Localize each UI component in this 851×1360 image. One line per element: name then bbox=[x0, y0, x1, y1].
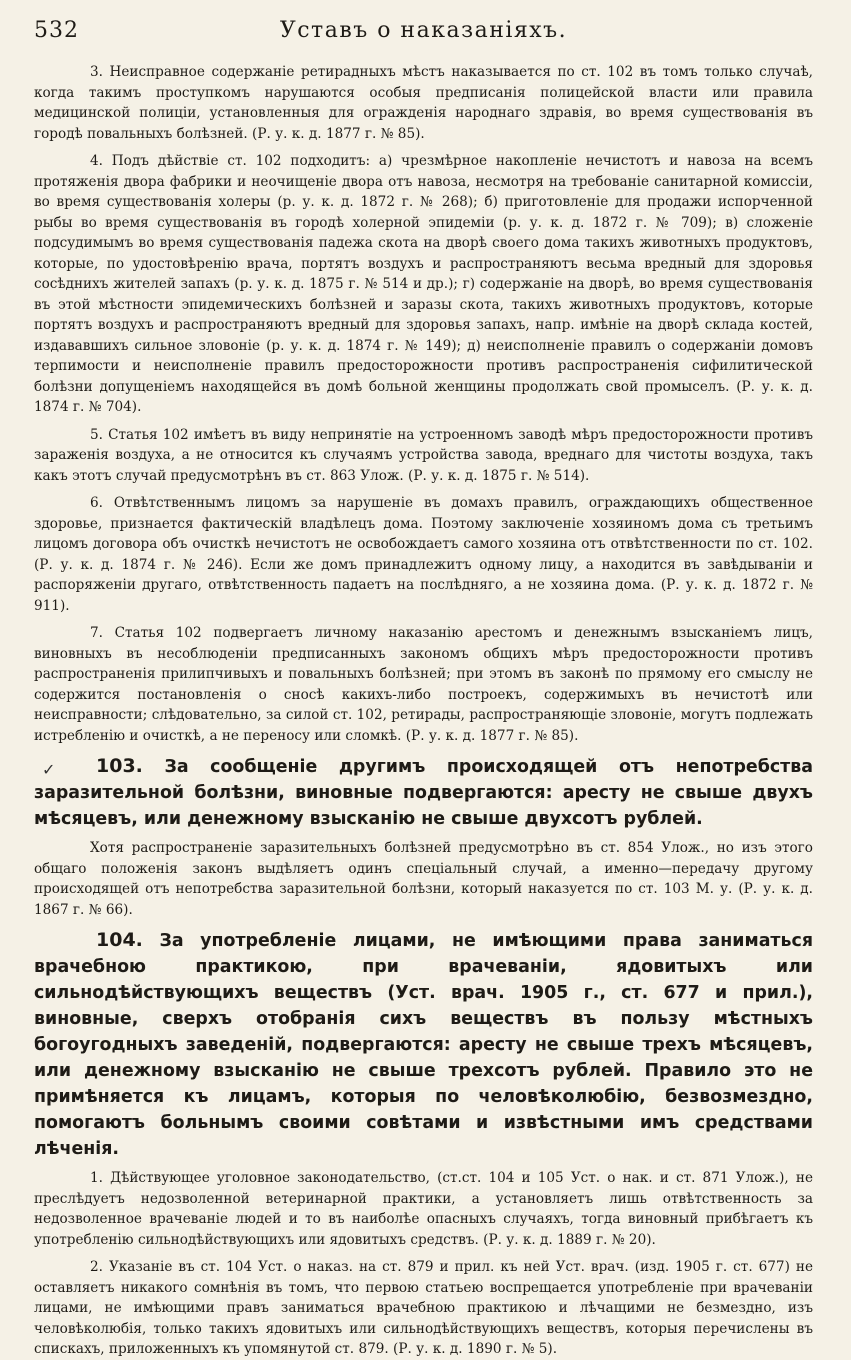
article-text: За употребленіе лицами, не имѣющими права заниматься врачебною практикою, при врачеваніи, ядовитыхъ или сильнодѣйствующихъ веществъ (Уст. врач. 1905 г., ст. 677 и прил.), виновные, сверхъ отобранія сихъ веществъ въ пользу мѣстныхъ богоугодныхъ заведеній, подвергаются: аресту не свыше трехъ мѣсяцевъ, или денежному взысканію не свыше трехсотъ рублей. Правило это не примѣняется къ лицамъ, которыя по человѣколюбію, безвозмездно, помогаютъ больнымъ своими совѣтами и извѣстными имъ средствами лѣченія. bbox=[34, 931, 813, 1159]
pencil-mark-icon: ✓ bbox=[42, 760, 56, 779]
note-paragraph: 7. Статья 102 подвергаетъ личному наказанію арестомъ и денежнымъ взысканіемъ лицъ, виновныхъ въ несоблюденіи предписанныхъ закономъ общихъ мѣръ предосторожности противъ распространенія прилипчивыхъ и повальныхъ болѣзней; при этомъ въ законѣ по прямому его смыслу не содержится постановленія о сносѣ какихъ-либо построекъ, содержимыхъ въ нечистотѣ или неисправности; слѣдовательно, за силой ст. 102, ретирады, распространяющіе зловоніе, могутъ подлежать истребленію и очисткѣ, а не переносу или сломкѣ. (Р. у. к. д. 1877 г. № 85). bbox=[34, 625, 813, 744]
article-103 bbox=[34, 753, 813, 832]
page-header bbox=[34, 18, 813, 62]
article-number: 104. bbox=[96, 929, 143, 951]
note-paragraph: Хотя распространеніе заразительныхъ болѣзней предусмотрѣно въ ст. 854 Улож., но изъ этого общаго положенія законъ выдѣляетъ одинъ спеціальный случай, а именно—передачу другому происходящей отъ непотребства заразительной болѣзни, который наказуется по ст. 103 М. у. (Р. у. к. д. 1867 г. № 66). bbox=[34, 840, 813, 918]
article-number: 103. bbox=[96, 755, 143, 777]
note-paragraph: 6. Отвѣтственнымъ лицомъ за нарушеніе въ домахъ правилъ, ограждающихъ общественное здоровье, признается фактическій владѣлецъ дома. Поэтому заключеніе хозяиномъ дома съ третьимъ лицомъ договора объ очисткѣ нечистотъ не освобождаетъ самого хозяина отъ отвѣтственности по ст. 102. (Р. у. к. д. 1874 г. № 246). Если же домъ принадлежитъ одному лицу, а находится въ завѣдываніи и распоряженіи другаго, отвѣтственность падаетъ на послѣдняго, а не хозяина дома. (Р. у. к. д. 1872 г. № 911). bbox=[34, 495, 813, 614]
article-104 bbox=[34, 927, 813, 1162]
note-paragraph: 1. Дѣйствующее уголовное законодательство, (ст.ст. 104 и 105 Уст. о нак. и ст. 871 Улож.), не преслѣдуетъ недозволенной ветеринарной практики, а установляетъ лишь отвѣтственность за недозволенное врачеваніе людей и то въ наиболѣе опасныхъ случаяхъ, тогда виновный прибѣгаетъ къ употребленію сильнодѣйствующихъ или ядовитыхъ средствъ. (Р. у. к. д. 1889 г. № 20). bbox=[34, 1170, 813, 1248]
page-number: 532 bbox=[34, 18, 79, 43]
running-title: Уставъ о наказаніяхъ. bbox=[279, 18, 568, 43]
note-paragraph: 4. Подъ дѣйствіе ст. 102 подходитъ: а) чрезмѣрное накопленіе нечистотъ и навоза на всемъ протяженія двора фабрики и неочищеніе двора отъ навоза, несмотря на требованіе санитарной комиссіи, во время существованія холеры (р. у. к. д. 1872 г. № 268); б) приготовленіе для продажи испорченной рыбы во время существованія въ городѣ холерной эпидеміи (р. у. к. д. 1872 г. № 709); в) сложеніе подсудимымъ во время существованія падежа скота на дворѣ своего дома такихъ животныхъ продуктовъ, которые, по удостовѣренію врача, портятъ воздухъ и распространяютъ весьма вредный для здоровья сосѣднихъ жителей запахъ (р. у. к. д. 1875 г. № 514 и др.); г) содержаніе на дворѣ, во время существованія въ этой мѣстности эпидемическихъ болѣзней и заразы скота, такихъ животныхъ продуктовъ, которые портятъ воздухъ и распространяютъ вредный для здоровья запахъ, напр. имѣніе на дворѣ склада костей, издававшихъ сильное зловоніе (р. у. к. д. 1874 г. № 149); д) неисполненіе правилъ о содержаніи домовъ терпимости и неисполненіе правилъ предосторожности противъ распространенія сифилитической болѣзни допущеніемъ находящейся въ домѣ больной женщины продолжать свой промыселъ. (Р. у. к. д. 1874 г. № 704). bbox=[34, 153, 813, 415]
note-paragraph: 5. Статья 102 имѣетъ въ виду непринятіе на устроенномъ заводѣ мѣръ предосторожности противъ зараженія воздуха, а не относится къ случаямъ устройства завода, вреднаго для чистоты воздуха, такъ какъ этотъ случай предусмотрѣнъ въ ст. 863 Улож. (Р. у. к. д. 1875 г. № 514). bbox=[34, 426, 813, 484]
note-paragraph: 2. Указаніе въ ст. 104 Уст. о наказ. на ст. 879 и прил. къ ней Уст. врач. (изд. 1905 г. ст. 677) не оставляетъ никакого сомнѣнія въ томъ, что первою статьею воспрещается употребленіе при врачеваніи лицами, не имѣющими правъ заниматься врачебною практикою и лѣчащими не безмездно, изъ человѣколюбія, только такихъ ядовитыхъ или сильнодѣйствующихъ веществъ, которыя перечислены въ спискахъ, приложенныхъ къ упомянутой ст. 879. (Р. у. к. д. 1890 г. № 5). bbox=[34, 1259, 813, 1357]
article-text: За сообщеніе другимъ происходящей отъ непотребства заразительной болѣзни, виновные подвергаются: аресту не свыше двухъ мѣсяцевъ, или денежному взысканію не свыше двухсотъ рублей. bbox=[34, 757, 813, 829]
note-paragraph: 3. Неисправное содержаніе ретирадныхъ мѣстъ наказывается по ст. 102 въ томъ только случаѣ, когда такимъ проступкомъ нарушаются особыя предписанія полицейской власти или правила медицинской полиціи, установленныя для огражденія народнаго здравія, во время существованія въ городѣ повальныхъ болѣзней. (Р. у. к. д. 1877 г. № 85). bbox=[34, 64, 813, 142]
